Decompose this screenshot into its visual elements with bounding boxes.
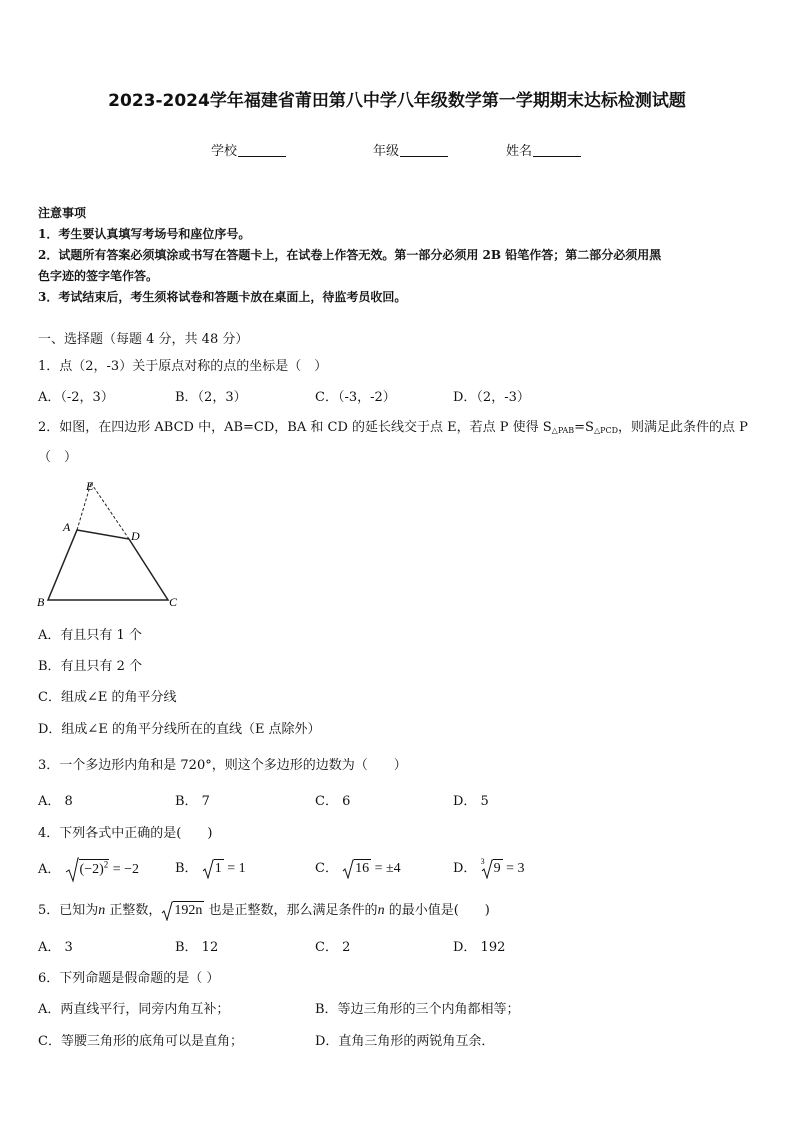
q5-var-n-2: n [377,903,385,918]
label-d: D [131,529,140,543]
q2-option-b: B．有且只有 2 个 [38,659,143,674]
label-e: E [86,479,94,493]
q4-expr-a [65,859,140,878]
name-blank [533,143,581,157]
q4-option-d [453,857,524,879]
q4-letter-d: D． [453,861,477,876]
q3-option-a: A． 8 [38,794,73,809]
radicand-a [79,859,110,877]
q3-option-c: C． 6 [315,794,351,809]
q2-eq: =S [574,420,594,435]
radical-sign-icon [202,859,214,879]
q4-option-a [38,857,139,883]
q2-option-c: C．组成∠E 的角平分线 [38,690,177,705]
q5-var-n: n [98,903,106,918]
school-label: 学校 [211,144,238,159]
q4-stem: 4．下列各式中正确的是( ) [38,826,213,841]
note-item: 1．考生要认真填写考场号和座位序号。 [38,227,251,241]
q5-option-a: A． 3 [38,940,73,955]
q6-option-a: A．两直线平行，同旁内角互补； [38,1002,230,1017]
q5-option-d: D． 192 [453,940,506,955]
q2-option-d: D．组成∠E 的角平分线所在的直线（E 点除外） [38,722,321,737]
grade-label: 年级 [373,144,400,159]
q2-stem-b: ，则满足此条件的点 P [618,420,748,435]
radicand-d: 9 [493,861,501,876]
q2-sub-pab: △PAB [551,426,575,435]
q4-letter-b: B． [175,861,198,876]
note-item: 色字迹的签字笔作答。 [38,269,159,283]
q5-stem-c: 也是正整数，那么满足条件的 [204,903,378,918]
school-blank [238,143,286,157]
q3-option-d: D． 5 [453,794,489,809]
q4-expr-d [480,857,525,876]
q4-rhs-b: = 1 [227,861,246,876]
section-heading: 一、选择题（每题 4 分，共 48 分） [38,332,249,347]
quadrilateral-figure [30,472,190,612]
q4-option-c [315,857,401,879]
q4-expr-c [342,861,401,876]
q4-letter-a: A． [38,862,61,878]
radicand-b: 1 [214,861,222,876]
radical-sign-icon [342,859,354,879]
q3-option-b: B． 7 [175,794,210,809]
q1-option-b: B．（2，3） [175,390,247,405]
q1-option-a: A．（-2，3） [38,390,114,405]
radicand-a-exp: 2 [103,859,109,870]
name-field [506,140,581,159]
grade-blank [400,143,448,157]
q4-rhs-c: = ±4 [374,861,401,876]
notes-heading: 注意事项 [38,206,87,220]
note-item: 3．考试结束后，考生须将试卷和答题卡放在桌面上，待监考员收回。 [38,290,407,304]
q2-stem-a: 2．如图，在四边形 ABCD 中，AB=CD，BA 和 CD 的延长线交于点 E，若点 P 使得 S [38,420,552,435]
q3-stem: 3．一个多边形内角和是 720°，则这个多边形的边数为（ ） [38,758,407,773]
q6-option-c: C．等腰三角形的底角可以是直角； [38,1034,243,1049]
quadrilateral-abcd [48,530,168,600]
q2-stem [38,416,748,435]
q1-stem: 1．点（2，-3）关于原点对称的点的坐标是（ ） [38,359,328,374]
q5-stem-a: 5．已知为 [38,903,99,918]
name-label: 姓名 [506,144,533,159]
q6-option-d: D．直角三角形的两锐角互余． [315,1034,495,1049]
root-index-d: 3 [480,857,485,867]
q5-radicand: 192n [174,903,203,918]
q2-option-a: A．有且只有 1 个 [38,628,142,643]
radical-sign-icon [161,901,173,921]
label-a: A [63,520,71,534]
q4-expr-b [202,861,246,876]
extension-cd [91,483,129,539]
q6-option-b: B．等边三角形的三个内角都相等； [315,1002,520,1017]
radicand-a-base: (−2) [79,862,104,878]
grade-field [373,140,448,159]
label-c: C [169,595,178,609]
page-title: 2023-2024学年福建省莆田第八中学八年级数学第一学期期末达标检测试题 [108,91,686,111]
q5-option-b: B． 12 [175,940,219,955]
label-b: B [37,595,45,609]
q5-root [161,903,204,918]
q5-stem-b: 正整数， [105,903,162,918]
q1-option-c: C．（-3，-2） [315,390,396,405]
q2-sub-pcd: △PCD [593,426,619,435]
radicand-c: 16 [355,861,370,876]
q5-stem-d: 的最小值是( ) [384,903,490,918]
note-item: 2．试题所有答案必须填涂或书写在答题卡上，在试卷上作答无效。第一部分必须用 2B 铅笔作答；第二部分必须用黑 [38,248,662,262]
q1-option-d: D．（2，-3） [453,390,530,405]
q5-stem [38,899,490,921]
q4-rhs-d: = 3 [506,861,525,876]
q4-rhs-a: = −2 [112,862,140,878]
radical-sign-icon [65,857,79,883]
q4-letter-c: C． [315,861,338,876]
q2-paren: （ ） [38,450,78,465]
school-field [211,140,286,159]
q5-option-c: C． 2 [315,940,351,955]
q4-option-b [175,857,246,879]
q6-stem: 6．下列命题是假命题的是（ ） [38,971,220,986]
